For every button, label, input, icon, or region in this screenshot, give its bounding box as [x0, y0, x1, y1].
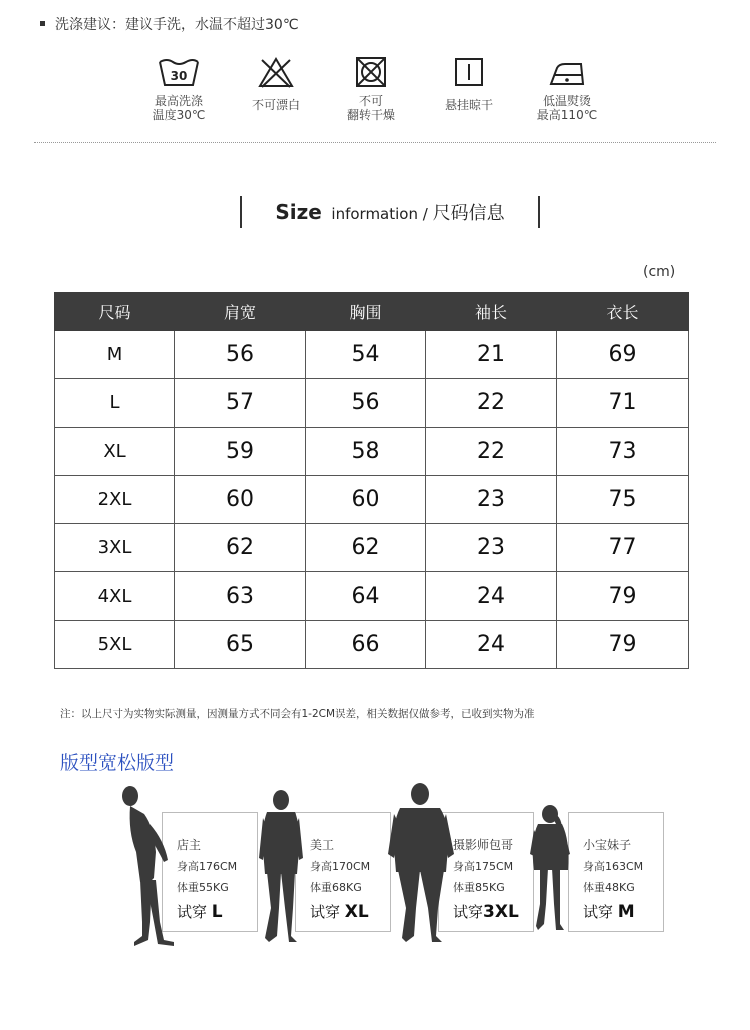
care-item-hang-dry: [424, 56, 514, 112]
table-cell: 23: [426, 475, 557, 523]
table-cell: 24: [426, 572, 557, 620]
table-cell: 60: [306, 475, 426, 523]
care-label: 不可漂白: [251, 98, 300, 112]
column-header: 衣长: [557, 293, 689, 331]
model-weight: 体重48KG: [583, 881, 635, 894]
care-item-no-tumble-dry: [326, 56, 416, 122]
unit-label: (cm): [643, 264, 676, 280]
table-cell: 54: [306, 331, 426, 379]
table-cell: 69: [557, 331, 689, 379]
wash-advice: [40, 14, 299, 34]
measurement-note: 注：以上尺寸为实物实际测量，因测量方式不同会有1-2CM误差，相关数据仅做参考，已收到实物为准: [60, 708, 535, 720]
table-cell: 79: [557, 572, 689, 620]
model-try-label: 试穿: [177, 903, 208, 921]
table-row: [55, 379, 689, 427]
wash-advice-text: 洗涤建议：建议手洗，水温不超过30℃: [55, 17, 299, 33]
table-cell: 63: [175, 572, 306, 620]
bullet-icon: [40, 21, 45, 26]
care-label: 最高110℃: [536, 108, 598, 122]
column-header: 袖长: [426, 293, 557, 331]
table-row: [55, 427, 689, 475]
size-cell: 4XL: [55, 572, 175, 620]
person-silhouette-icon: [388, 782, 454, 948]
table-cell: 77: [557, 524, 689, 572]
model-role: 店主: [177, 838, 202, 852]
model-height: 身高175CM: [453, 860, 514, 873]
size-table: [54, 292, 689, 669]
low-iron-icon: [545, 56, 589, 90]
size-cell: 2XL: [55, 475, 175, 523]
wash-30-icon: [157, 56, 201, 90]
size-cell: XL: [55, 427, 175, 475]
table-cell: 79: [557, 620, 689, 668]
model-try-size: M: [617, 902, 635, 922]
table-cell: 60: [175, 475, 306, 523]
size-cell: 5XL: [55, 620, 175, 668]
model-height: 身高163CM: [583, 860, 644, 873]
table-cell: 22: [426, 379, 557, 427]
model-try-label: 试穿: [310, 903, 341, 921]
table-row: [55, 475, 689, 523]
model-height: 身高176CM: [177, 860, 238, 873]
model-height: 身高170CM: [310, 860, 371, 873]
size-heading: [240, 196, 540, 228]
model-weight: 体重55KG: [177, 881, 229, 894]
model-role: 美工: [310, 838, 335, 852]
table-cell: 73: [557, 427, 689, 475]
table-cell: 64: [306, 572, 426, 620]
model-try-size: 3XL: [483, 902, 519, 922]
table-cell: 75: [557, 475, 689, 523]
care-label: 温度30℃: [152, 108, 206, 122]
table-cell: 21: [426, 331, 557, 379]
size-heading-slash: /: [422, 205, 428, 223]
care-label: 低温熨烫: [542, 94, 591, 108]
model-weight: 体重68KG: [310, 881, 362, 894]
table-header-row: [55, 293, 689, 331]
table-cell: 24: [426, 620, 557, 668]
size-heading-big: Size: [275, 200, 322, 224]
no-tumble-dry-icon: [349, 56, 393, 90]
care-item-wash-30: [134, 56, 224, 122]
person-silhouette-icon: [120, 782, 180, 952]
care-item-low-iron: [522, 56, 612, 122]
model-try-label: 试穿: [453, 903, 484, 921]
model-info-card: [568, 812, 664, 932]
divider: [538, 196, 540, 228]
table-cell: 56: [175, 331, 306, 379]
model-info-card: [295, 812, 391, 932]
care-label: 翻转干燥: [346, 108, 395, 122]
no-bleach-icon: [254, 56, 298, 90]
table-row: [55, 620, 689, 668]
wash-temp-text: 30: [170, 69, 188, 83]
model-role: 摄影师包哥: [453, 838, 514, 852]
size-heading-en: information: [331, 205, 418, 223]
table-cell: 56: [306, 379, 426, 427]
model-role: 小宝妹子: [583, 838, 632, 852]
table-cell: 62: [175, 524, 306, 572]
size-cell: L: [55, 379, 175, 427]
fit-title: 版型宽松版型: [60, 752, 175, 774]
person-silhouette-icon: [528, 804, 572, 934]
size-heading-cn: 尺码信息: [432, 203, 505, 224]
size-cell: M: [55, 331, 175, 379]
model-try-label: 试穿: [583, 903, 614, 921]
table-cell: 59: [175, 427, 306, 475]
table-cell: 71: [557, 379, 689, 427]
table-cell: 62: [306, 524, 426, 572]
care-item-no-bleach: [231, 56, 321, 112]
column-header: 胸围: [306, 293, 426, 331]
table-cell: 23: [426, 524, 557, 572]
care-label: 悬挂晾干: [444, 98, 493, 112]
table-row: [55, 524, 689, 572]
column-header: 肩宽: [175, 293, 306, 331]
care-label: 最高洗涤: [154, 94, 203, 108]
table-cell: 57: [175, 379, 306, 427]
model-weight: 体重85KG: [453, 881, 505, 894]
divider: [34, 142, 716, 143]
column-header: 尺码: [55, 293, 175, 331]
table-cell: 66: [306, 620, 426, 668]
care-label: 不可: [358, 94, 383, 108]
table-row: [55, 572, 689, 620]
table-cell: 22: [426, 427, 557, 475]
model-try-size: L: [211, 902, 223, 922]
hang-dry-icon: [447, 56, 491, 90]
size-cell: 3XL: [55, 524, 175, 572]
table-row: [55, 331, 689, 379]
table-cell: 65: [175, 620, 306, 668]
model-try-size: XL: [344, 902, 369, 922]
person-silhouette-icon: [255, 788, 307, 948]
table-cell: 58: [306, 427, 426, 475]
